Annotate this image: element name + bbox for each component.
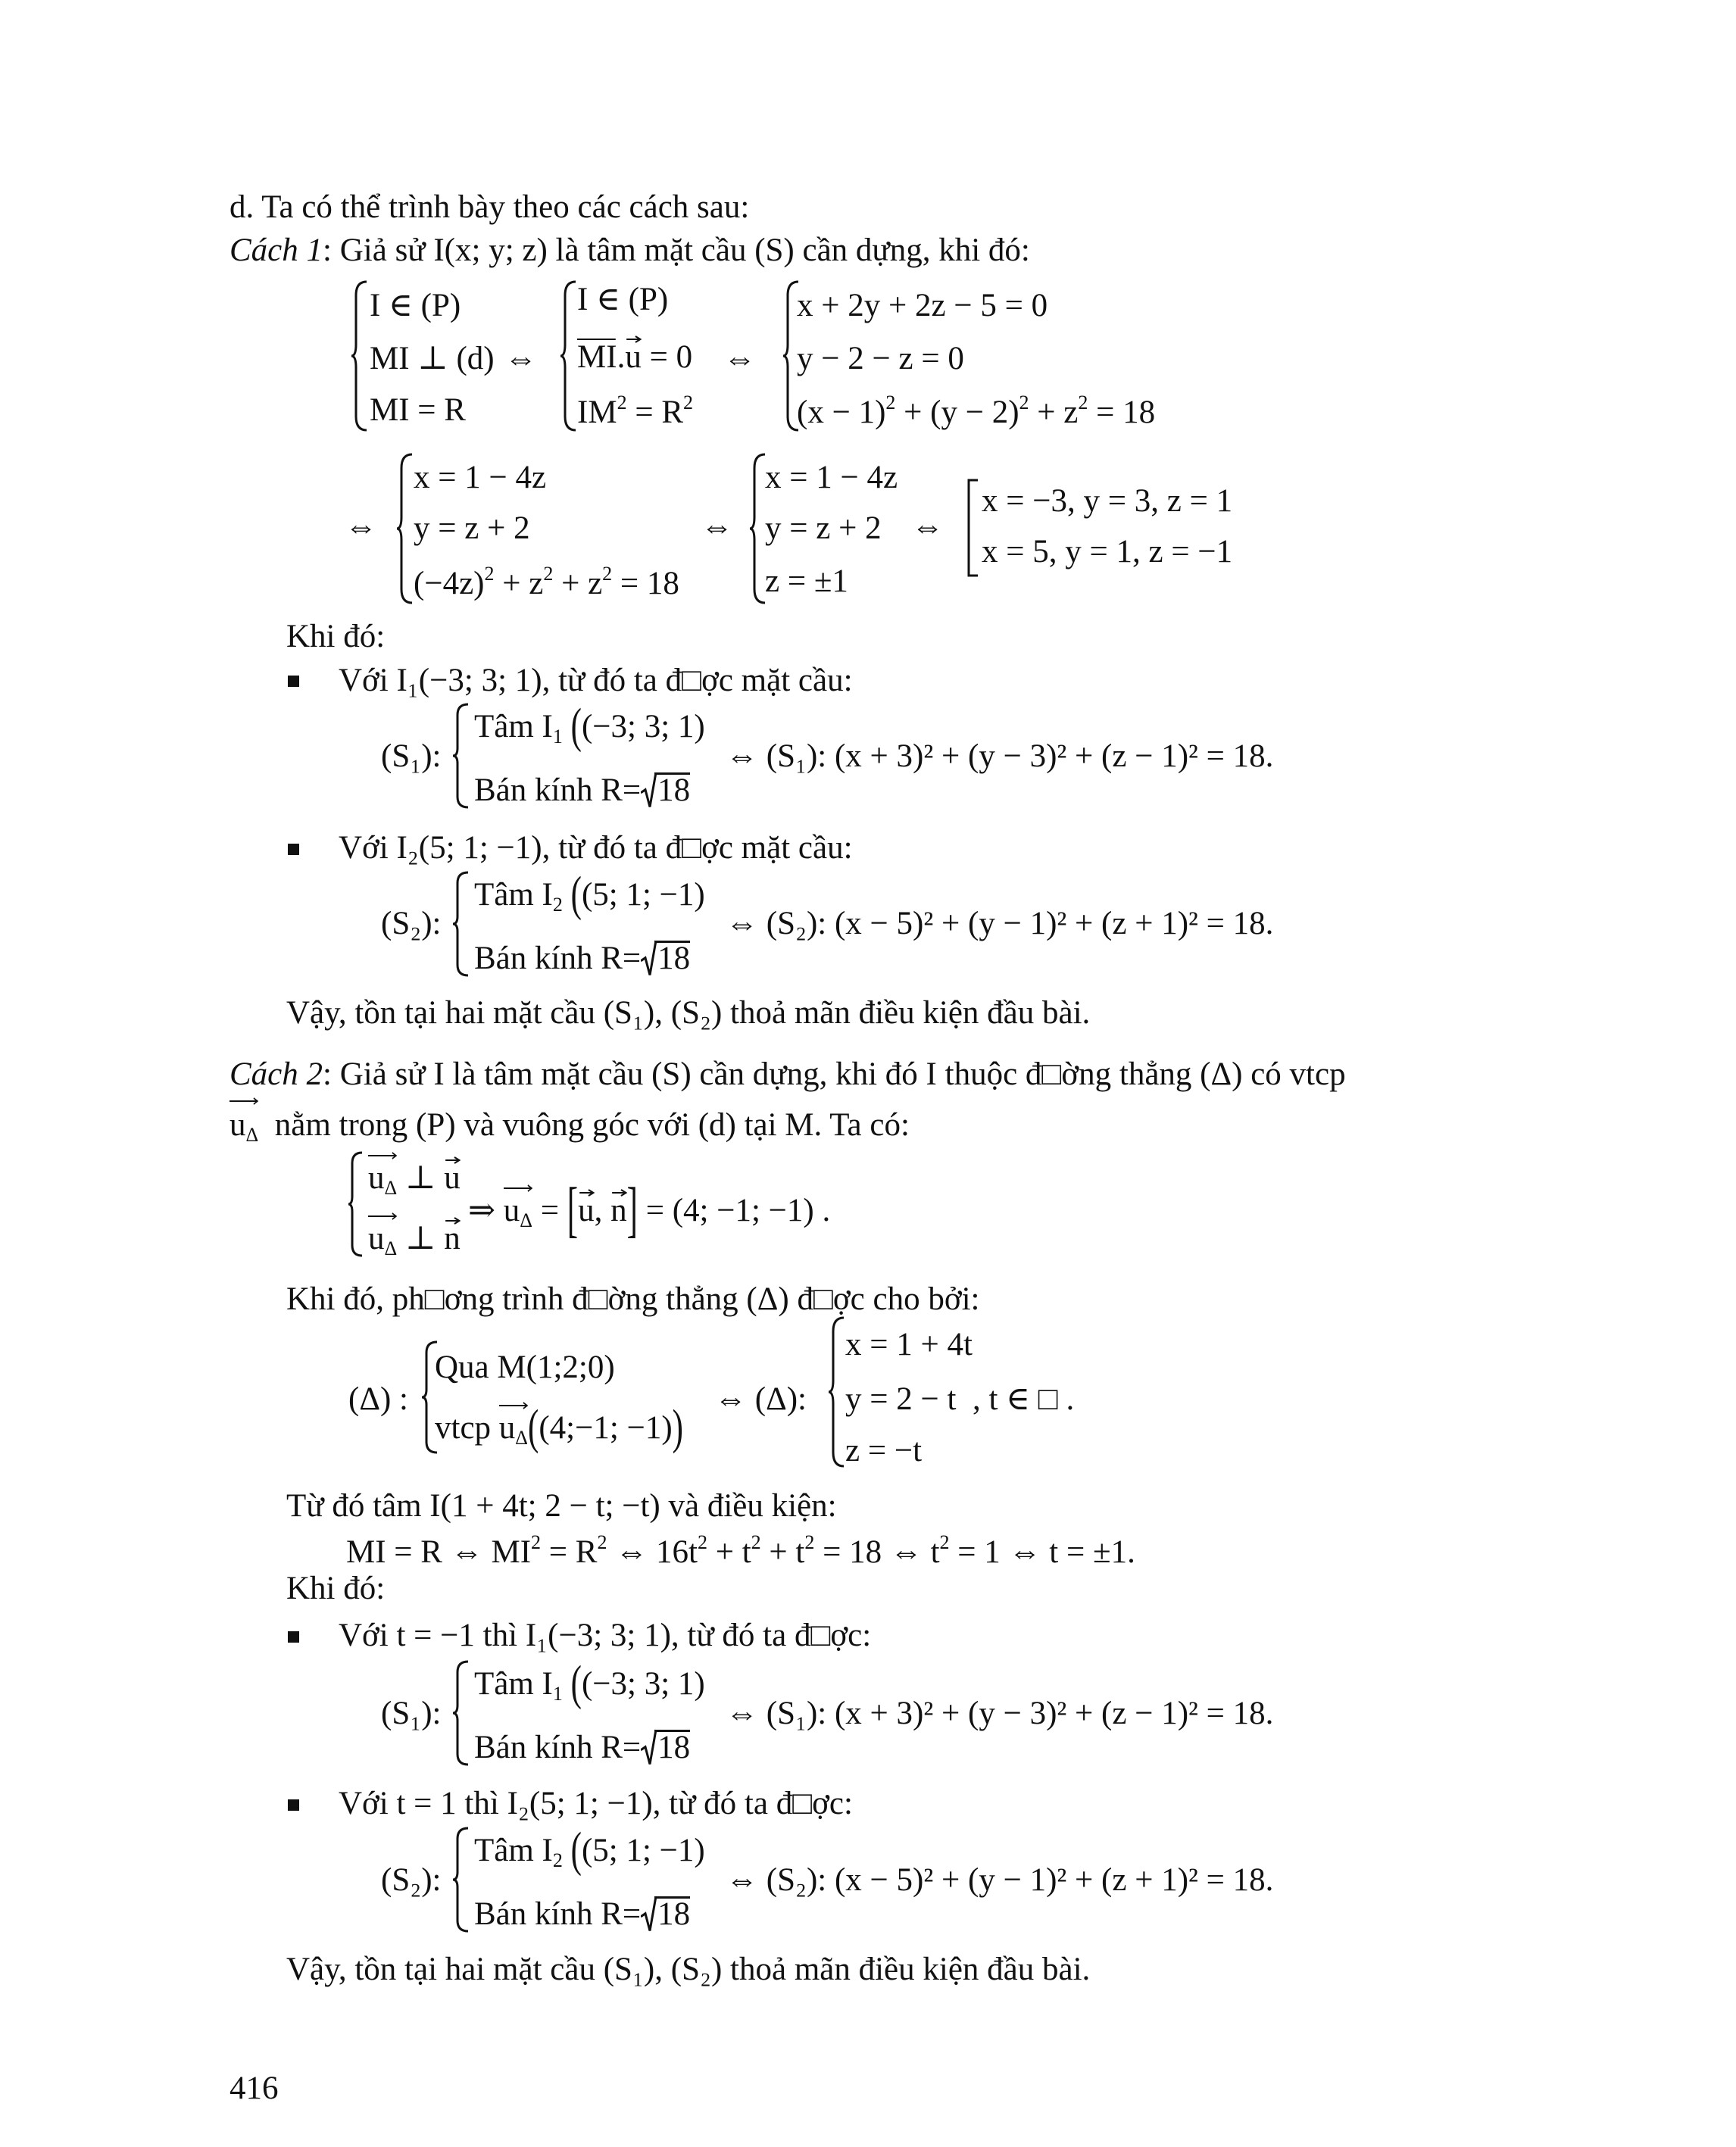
delta-row2: vtcp $u_\Delta$ ((4;−1; −1)) xyxy=(435,1401,683,1455)
delta-equiv: ⇔ (Δ): xyxy=(714,1381,807,1417)
s2b-label: (S₂): xyxy=(381,1862,442,1898)
delta-row1: Qua M(1;2;0) xyxy=(435,1350,615,1385)
s1-center: Tâm $I_1$ ((−3; 3; 1) xyxy=(474,700,705,754)
khi-do-1: Khi đó: xyxy=(286,619,386,654)
cach2-text: : Giả sử I là tâm mặt cầu (S) cần dựng, khi đó I thuộc đ□ờng thẳng (Δ) có vtcp xyxy=(323,1056,1346,1092)
cross-row1: $u_\Delta$ ⊥ u xyxy=(368,1159,461,1200)
s1b-radius: Bán kính R= 18 xyxy=(474,1730,691,1765)
c2-bullet2-text: Với t = 1 thì I₂(5; 1; −1), từ đó ta đ□ợc: xyxy=(339,1786,853,1821)
delta-param-row2: y = 2 − t , t ∈ □ . xyxy=(845,1381,1075,1417)
equiv-1: ⇔ xyxy=(504,341,537,376)
sys2-row3: $IM^2 = R^2$ xyxy=(577,392,693,430)
s1b-center: Tâm $I_1$ ((−3; 3; 1) xyxy=(474,1657,705,1711)
cross-row2: $u_\Delta$ ⊥ n xyxy=(368,1219,461,1260)
equiv-5: ⇔ xyxy=(911,509,944,545)
intro-line: d. Ta có thể trình bày theo các cách sau: xyxy=(229,189,750,225)
s2b-brace xyxy=(451,1827,470,1933)
sys3-row1: x + 2y + 2z − 5 = 0 xyxy=(797,288,1048,323)
khi-do-2: Khi đó: xyxy=(286,1571,386,1606)
s2-label: (S₂): xyxy=(381,906,442,941)
bullet-4 xyxy=(288,1799,299,1811)
s2b-radius: Bán kính R= 18 xyxy=(474,1896,691,1932)
sys4-brace xyxy=(395,453,414,604)
s1-brace xyxy=(451,703,470,809)
cross-result: ⇒ $u_\Delta$ = [u , n ] = (4; −1; −1) . xyxy=(468,1176,831,1244)
sol-row1: x = −3, y = 3, z = 1 xyxy=(982,483,1233,519)
sol-row2: x = 5, y = 1, z = −1 xyxy=(982,534,1233,570)
s1-radius: Bán kính R= 18 xyxy=(474,772,691,808)
sys2-row2: MI .u = 0 xyxy=(577,338,692,377)
s2-brace xyxy=(451,871,470,977)
s2b-center: Tâm $I_2$ ((5; 1; −1) xyxy=(474,1824,705,1877)
c1-bullet1-text: Với I₁(−3; 3; 1), từ đó ta đ□ợc mặt cầu: xyxy=(339,663,853,698)
s2-radius: Bán kính R= 18 xyxy=(474,941,691,976)
cach2-line xyxy=(229,1055,1346,1094)
u-delta-vector: $u_\Delta$ xyxy=(229,1106,258,1147)
sys5-row1: x = 1 − 4z xyxy=(765,460,898,495)
s1-equation: ⇔ (S₁): (x + 3)² + (y − 3)² + (z − 1)² = 18. xyxy=(726,738,1274,774)
sys2-brace xyxy=(559,280,577,432)
bullet-1 xyxy=(288,676,299,687)
c2-bullet1-text: Với t = −1 thì I₁(−3; 3; 1), từ đó ta đ□ợc: xyxy=(339,1618,872,1653)
s2-center: Tâm $I_2$ ((5; 1; −1) xyxy=(474,868,705,922)
sys4-row1: x = 1 − 4z xyxy=(414,460,547,495)
s2-equation: ⇔ (S₂): (x − 5)² + (y − 1)² + (z + 1)² = 18. xyxy=(726,906,1274,941)
sys1-row1: I ∈ (P) xyxy=(370,288,461,323)
sys5-row3: z = ±1 xyxy=(765,563,848,599)
sys1-brace xyxy=(350,280,368,432)
s2b-equation: ⇔ (S₂): (x − 5)² + (y − 1)² + (z + 1)² = 18. xyxy=(726,1862,1274,1898)
cach1-label: Cách 1 xyxy=(229,232,323,268)
cach2-label: Cách 2 xyxy=(229,1056,323,1092)
delta-param-brace xyxy=(827,1316,845,1468)
sys4-row3: $(-4z)^2 + z^2 + z^2 = 18$ xyxy=(414,563,679,601)
khi-do-pt: Khi đó, ph□ơng trình đ□ờng thẳng (Δ) đ□ợc cho bởi: xyxy=(286,1281,980,1317)
sys3-row2: y − 2 − z = 0 xyxy=(797,341,964,376)
s1b-brace xyxy=(451,1660,470,1766)
cach1-text: : Giả sử I(x; y; z) là tâm mặt cầu (S) cần dựng, khi đó: xyxy=(323,232,1030,268)
sys5-row2: y = z + 2 xyxy=(765,510,882,546)
page-number: 416 xyxy=(229,2071,279,2106)
cross-brace xyxy=(347,1151,364,1257)
delta-param-row3: z = −t xyxy=(845,1433,923,1468)
equiv-3: ⇔ xyxy=(345,509,377,545)
delta-param-row1: x = 1 + 4t xyxy=(845,1327,973,1362)
sys5-brace xyxy=(748,453,767,604)
conclusion-2: Vậy, tồn tại hai mặt cầu (S₁), (S₂) thoả mãn điều kiện đầu bài. xyxy=(286,1952,1091,1987)
bullet-2 xyxy=(288,844,299,855)
equiv-4: ⇔ xyxy=(701,509,733,545)
sol-bracket xyxy=(966,479,979,577)
equiv-2: ⇔ xyxy=(723,341,756,376)
bullet-3 xyxy=(288,1631,299,1643)
sys1-row2: MI ⊥ (d) xyxy=(370,341,495,376)
sys4-row2: y = z + 2 xyxy=(414,510,530,546)
s1-label: (S₁): xyxy=(381,738,442,774)
mi-vector: MI xyxy=(577,339,617,375)
cach1-line xyxy=(229,231,1030,270)
delta-label: (Δ) : xyxy=(348,1381,408,1417)
s1b-label: (S₁): xyxy=(381,1696,442,1731)
s1b-equation: ⇔ (S₁): (x + 3)² + (y − 3)² + (z − 1)² = 18. xyxy=(726,1696,1274,1731)
condition-line: MI = R ⇔ $MI^2 = R^2$ ⇔ $16t^2 + t^2 + t^2 = 18$ ⇔ $t^2 = 1$ ⇔ t = ±1. xyxy=(346,1531,1135,1570)
sys2-row1: I ∈ (P) xyxy=(577,282,669,317)
c1-bullet2-text: Với I₂(5; 1; −1), từ đó ta đ□ợc mặt cầu: xyxy=(339,830,853,866)
cach2-line2: $u_\Delta$ nằm trong (P) và vuông góc với (d) tại M. Ta có: xyxy=(229,1106,910,1147)
conclusion-1: Vậy, tồn tại hai mặt cầu (S₁), (S₂) thoả mãn điều kiện đầu bài. xyxy=(286,995,1091,1031)
sys1-row3: MI = R xyxy=(370,392,466,428)
tu-do-line: Từ đó tâm I(1 + 4t; 2 − t; −t) và điều kiện: xyxy=(286,1488,837,1524)
sys3-row3: $(x - 1)^2 + (y - 2)^2 + z^2 = 18$ xyxy=(797,392,1156,430)
